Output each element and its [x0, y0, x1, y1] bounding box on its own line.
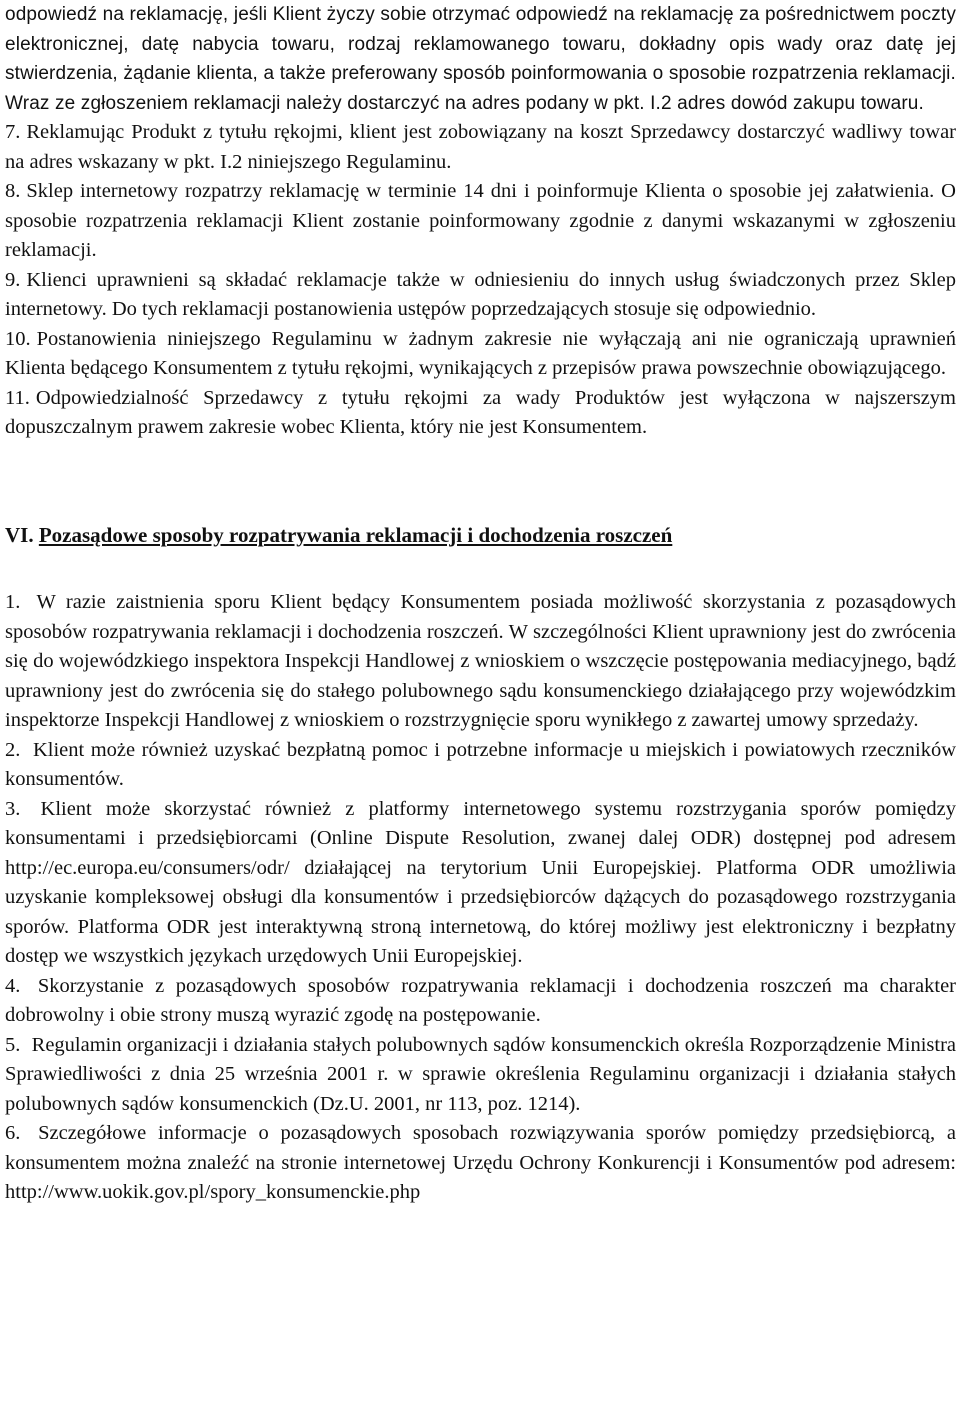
- item-text: Regulamin organizacji i działania stałych polubownych sądów konsumenckich określa Rozporządzenie Ministra Sprawiedliwości z dnia 25 września 2001 r. w sprawie określenia Regulaminu organizacji i działania stałych polubownych sądów konsumenckich (Dz.U. 2001, nr 113, poz. 1214).: [5, 1033, 956, 1115]
- item-number: 9.: [5, 268, 21, 291]
- list-item-9: [5, 266, 956, 325]
- item-text: Klient może również uzyskać bezpłatną pomoc i potrzebne informacje u miejskich i powiatowych rzeczników konsumentów.: [5, 738, 957, 790]
- section-number: VI.: [5, 522, 34, 547]
- list-item-8: [5, 177, 956, 266]
- section-spacer: [5, 443, 956, 521]
- item-number: 1.: [5, 591, 21, 613]
- heading-spacer: [5, 550, 956, 588]
- list-item-10: [5, 325, 956, 384]
- list-item-11: [5, 384, 956, 443]
- item-number: 6.: [5, 1122, 21, 1144]
- regulation-document: [5, 0, 956, 1208]
- item-text: Odpowiedzialność Sprzedawcy z tytułu rękojmi za wady Produktów jest wyłączona w najszerszym dopuszczalnym prawem zakresie wobec Klienta, który nie jest Konsumentem.: [5, 386, 956, 438]
- section-item-1: [5, 588, 956, 736]
- item-number: 11.: [5, 386, 30, 409]
- paragraph-continuation: [5, 0, 956, 118]
- item-text: Sklep internetowy rozpatrzy reklamację w terminie 14 dni i poinformuje Klienta o sposobie jej załatwienia. O sposobie rozpatrzenia reklamacji Klient zostanie poinformowany zgodnie z danymi wskazanymi w zgłoszeniu reklamacji.: [5, 180, 956, 261]
- item-text: Reklamując Produkt z tytułu rękojmi, klient jest zobowiązany na koszt Sprzedawcy dostarczyć wadliwy towar na adres wskazany w pkt. I.2 niniejszego Regulaminu.: [5, 121, 956, 173]
- section-title: Pozasądowe sposoby rozpatrywania reklamacji i dochodzenia roszczeń: [38, 522, 673, 547]
- list-item-7: [5, 118, 956, 177]
- item-number: 4.: [5, 974, 21, 997]
- item-text: Postanowienia niniejszego Regulaminu w żadnym zakresie nie wyłączają ani nie ograniczają uprawnień Klienta będącego Konsumentem z tytułu rękojmi, wynikających z przepisów prawa powszechnie obowiązującego.: [5, 327, 956, 379]
- item-text: Skorzystanie z pozasądowych sposobów rozpatrywania reklamacji i dochodzenia roszczeń ma charakter dobrowolny i obie strony muszą wyrazić zgodę na postępowanie.: [5, 974, 956, 1026]
- item-number: 5.: [5, 1033, 21, 1056]
- paragraph-text: odpowiedź na reklamację, jeśli Klient życzy sobie otrzymać odpowiedź na reklamację za pośrednictwem poczty elektronicznej, datę nabycia towaru, rodzaj reklamowanego towaru, dokładny opis wady oraz datę jej stwierdzenia, żądanie klienta, a także preferowany sposób poinformowania o sposobie rozpatrzenia reklamacji. Wraz ze zgłoszeniem reklamacji należy dostarczyć na adres podany w pkt. I.2 adres dowód zakupu towaru.: [5, 4, 956, 114]
- item-text: W razie zaistnienia sporu Klient będący Konsumentem posiada możliwość skorzystania z pozasądowych sposobów rozpatrywania reklamacji i dochodzenia roszczeń. W szczególności Klient uprawniony jest do zwrócenia się do wojewódzkiego inspektora Inspekcji Handlowej z wnioskiem o wszczęcie postępowania mediacyjnego, bądź uprawniony jest do zwrócenia się do stałego polubownego sądu konsumenckiego działającego przy wojewódzkim inspektorze Inspekcji Handlowej z wnioskiem o rozstrzygnięcie sporu wynikłego z zawartej umowy sprzedaży.: [5, 591, 956, 731]
- item-number: 7.: [5, 121, 21, 143]
- section-item-6: [5, 1119, 956, 1208]
- item-number: 2.: [5, 738, 21, 761]
- section-item-3: [5, 795, 956, 972]
- uokik-url-link[interactable]: http://www.uokik.gov.pl/spory_konsumenckie.php: [5, 1181, 421, 1203]
- section-item-4: [5, 972, 956, 1031]
- section-heading: [5, 521, 956, 551]
- item-number: 10.: [5, 327, 31, 350]
- item-text: Klienci uprawnieni są składać reklamacje także w odniesieniu do innych usług świadczonych przez Sklep internetowy. Do tych reklamacji postanowienia ustępów poprzedzających stosuje się odpowiednio.: [5, 268, 956, 320]
- item-text: Szczegółowe informacje o pozasądowych sposobach rozwiązywania sporów pomiędzy przedsiębiorcą, a konsumentem można znaleźć na stronie internetowej Urzędu Ochrony Konkurencji i Konsumentów pod adresem:: [5, 1122, 956, 1174]
- item-number: 3.: [5, 797, 21, 820]
- section-item-2: [5, 736, 956, 795]
- item-number: 8.: [5, 180, 21, 202]
- item-text: Klient może skorzystać również z platformy internetowego systemu rozstrzygania sporów pomiędzy konsumentami i przedsiębiorcami (Online Dispute Resolution, zwanej dalej ODR) dostępnej pod adresem http://ec.europa.eu/consumers/odr/ działającej na terytorium Unii Europejskiej. Platforma ODR umożliwia uzyskanie kompleksowej obsługi dla konsumentów i przedsiębiorców dążących do pozasądowego rozstrzygania sporów. Platforma ODR jest interaktywną stroną internetową, do której możliwy jest elektroniczny i bezpłatny dostęp we wszystkich językach urzędowych Unii Europejskiej.: [5, 797, 957, 967]
- section-item-5: [5, 1031, 956, 1120]
